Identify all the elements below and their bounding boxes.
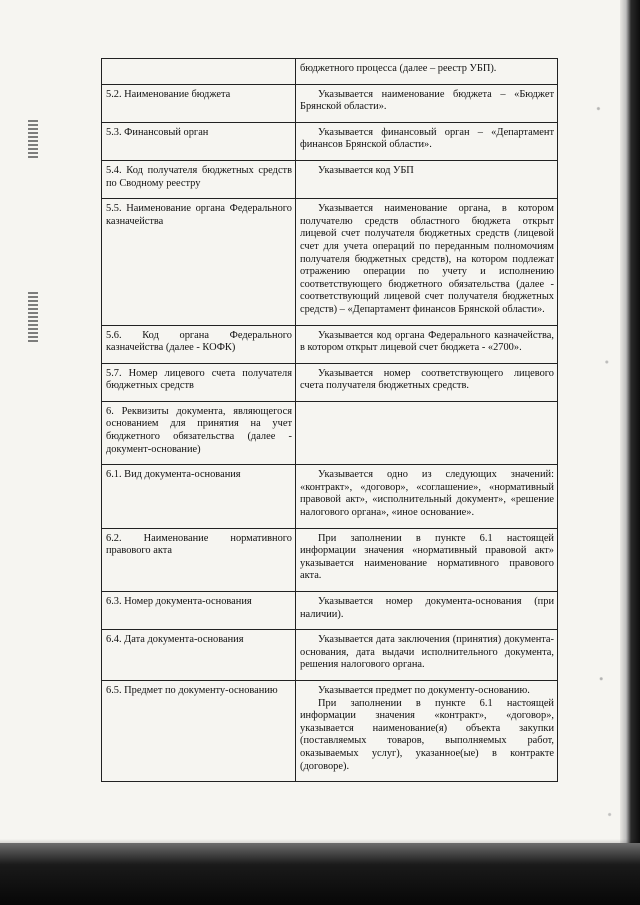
paragraph: Указывается предмет по документу-основанию. [318,684,530,696]
row-label: 5.3. Финансовый орган [102,122,296,160]
table-row [102,592,558,630]
table-row [102,122,558,160]
row-description [296,160,558,198]
staple-mark [28,118,38,158]
row-label [102,59,296,85]
paragraph: Указывается наименование органа, в котором получателю средств областного бюджета открыт лицевой счет получателя бюджетных средств (лицевой счет для учета операций по переданным полномочиям получателя бюджетных средств), на котором подлежат отражению операции по учету и исполнению соответствующего бюджетного обязательства (далее - соответствующий лицевой счет получателя бюджетных средств) – «Департамент финансов Брянской области». [300,203,554,315]
paragraph: Указывается номер соответствующего лицевого счета получателя бюджетных средств. [300,367,554,392]
row-label: 6.4. Дата документа-основания [102,630,296,681]
table-row [102,680,558,781]
paragraph: Указывается дата заключения (принятия) документа-основания, дата выдачи исполнительного документа, решения налогового органа. [300,634,554,671]
row-label: 5.6. Код органа Федерального казначейства (далее - КОФК) [102,325,296,363]
row-label: 5.4. Код получателя бюджетных средств по Сводному реестру [102,160,296,198]
row-label: 6.5. Предмет по документу-основанию [102,680,296,781]
scan-noise [590,0,618,905]
table-row [102,401,558,464]
scan-dark-edge-bottom [0,843,640,905]
row-description [296,630,558,681]
table-row [102,84,558,122]
scan-dark-edge-right [620,0,640,905]
paragraph: Указывается код органа Федерального казначейства, в котором открыт лицевой счет бюджета - «2700». [300,329,554,354]
row-description-empty [296,401,558,464]
table-row [102,325,558,363]
row-label: 5.2. Наименование бюджета [102,84,296,122]
paragraph: При заполнении в пункте 6.1 настоящей информации значения «нормативный правовой акт» указывается наименование нормативного правового акта. [300,532,554,582]
paragraph: Указывается одно из следующих значений: «контракт», «договор», «соглашение», «нормативный правовой акт», «исполнительный документ», «решение налогового органа», «иное основание». [300,469,554,519]
table-row [102,363,558,401]
paragraph: Указывается наименование бюджета – «Бюджет Брянской области». [300,88,554,113]
requirements-table [101,58,558,782]
row-label: 6. Реквизиты документа, являющегося основанием для принятия на учет бюджетного обязательства (далее - документ-основание) [102,401,296,464]
table-row [102,160,558,198]
table-row [102,465,558,528]
table-row [102,199,558,325]
row-description [296,59,558,85]
row-description [296,592,558,630]
row-description [296,465,558,528]
row-label: 6.2. Наименование нормативного правового акта [102,528,296,591]
row-description [296,84,558,122]
row-description [296,363,558,401]
row-description [296,325,558,363]
paragraph: Указывается финансовый орган – «Департамент финансов Брянской области». [300,126,554,151]
row-label: 6.1. Вид документа-основания [102,465,296,528]
table-row [102,528,558,591]
row-label: 5.7. Номер лицевого счета получателя бюджетных средств [102,363,296,401]
row-description [296,680,558,781]
paragraph: Указывается код УБП [318,164,414,176]
table-row [102,59,558,85]
table-row [102,630,558,681]
row-description [296,528,558,591]
row-description [296,122,558,160]
staple-mark [28,292,38,342]
paragraph: бюджетного процесса (далее – реестр УБП). [300,63,497,74]
paragraph: При заполнении в пункте 6.1 настоящей информации значения «контракт», «договор», указывается наименование(я) объекта закупки (поставляемых товаров, выполняемых работ, оказываемых услуг), указанное(ые) в контракте (договоре). [300,697,554,772]
paragraph: Указывается номер документа-основания (при наличии). [300,596,554,620]
row-description [296,199,558,325]
row-label: 5.5. Наименование органа Федерального казначейства [102,199,296,325]
row-label: 6.3. Номер документа-основания [102,592,296,630]
